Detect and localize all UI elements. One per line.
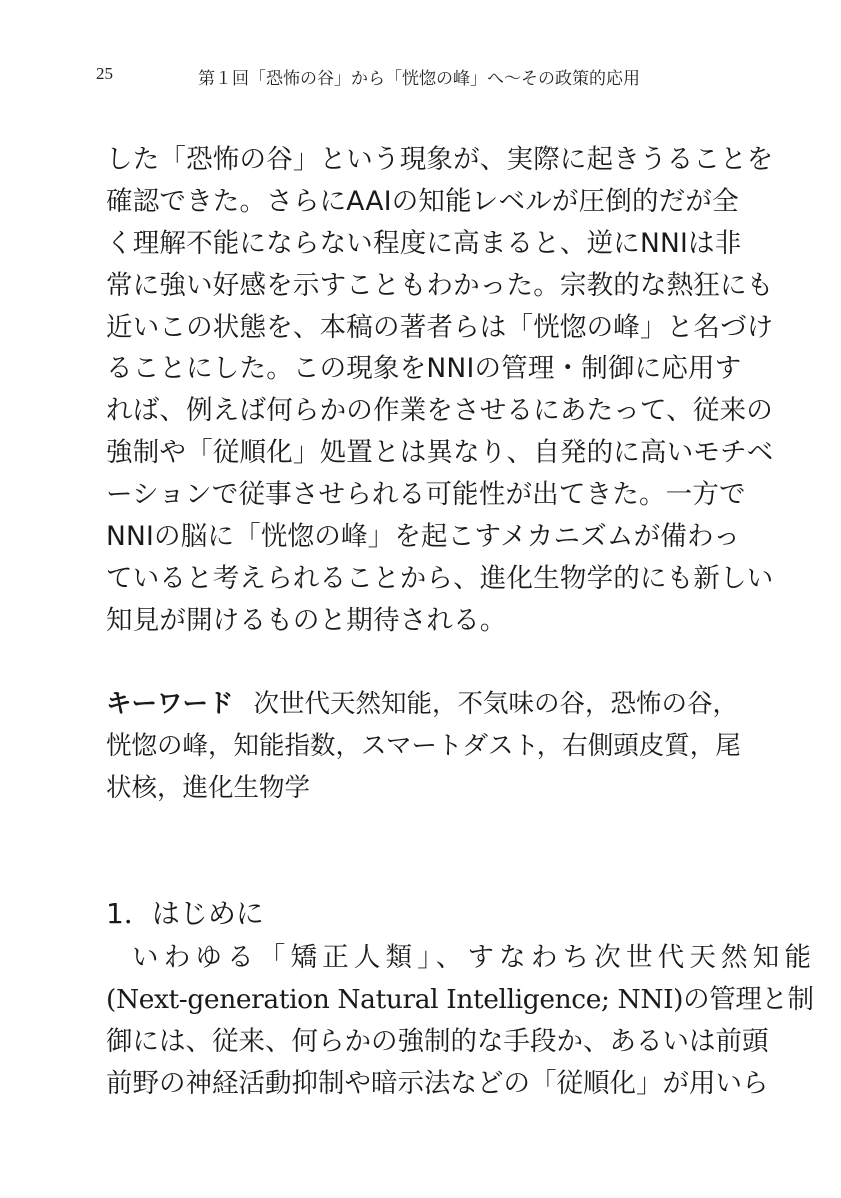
section-line: 前野の神経活動抑制や暗示法などの「従順化」が用いら [106, 1067, 769, 1099]
section-line: いわゆる「矯正人類」、すなわち次世代天然知能 [132, 942, 817, 973]
running-title: 第１回「恐怖の谷」から「恍惚の峰」へ～その政策的応用 [198, 69, 640, 88]
abstract-line: 常に強い好感を示すこともわかった。宗教的な熱狂にも [106, 269, 774, 301]
abstract-line: 確認できた。さらにAAIの知能レベルが圧倒的だが全 [106, 185, 739, 217]
abstract-line: く理解不能にならない程度に高まると、逆にNNIは非 [106, 227, 742, 259]
keywords-label: キーワード [106, 689, 234, 719]
abstract-paragraph [106, 139, 774, 642]
abstract-line: 知見が開けるものと期待される。 [106, 604, 507, 636]
section-heading: 1．はじめに [106, 897, 264, 930]
running-head [96, 64, 756, 94]
section-introduction [106, 893, 817, 1105]
abstract-line: 近いこの状態を、本稿の著者らは「恍惚の峰」と名づけ [106, 311, 774, 343]
section-line: 御には、従来、何らかの強制的な手段か、あるいは前頭 [106, 1025, 769, 1057]
abstract-line: ていると考えられることから、進化生物学的にも新しい [106, 562, 774, 594]
abstract-line: した「恐怖の谷」という現象が、実際に起きうることを [106, 144, 774, 175]
keywords-block [106, 684, 746, 810]
abstract-line: ることにした。この現象をNNIの管理・制御に応用す [106, 353, 742, 385]
abstract-line: ーションで従事させられる可能性が出てきた。一方で [106, 479, 746, 511]
abstract-line: れば、例えば何らかの作業をさせるにあたって、従来の [106, 395, 773, 427]
keywords-line: 状核，進化生物学 [106, 772, 311, 803]
keywords-line [106, 684, 746, 726]
abstract-line: NNIの脳に「恍惚の峰」を起こすメカニズムが備わっ [106, 521, 741, 553]
keywords-line: 恍惚の峰，知能指数，スマートダスト，右側頭皮質，尾 [106, 730, 741, 761]
section-line: (Next-generation Natural Intelligence; NNI)の管理と制 [106, 983, 814, 1015]
section-paragraph [106, 937, 817, 1105]
abstract-line: 強制や「従順化」処置とは異なり、自発的に高いモチベ [106, 437, 774, 469]
page-number: 25 [96, 64, 113, 83]
keywords-text: 次世代天然知能，不気味の谷，恐怖の谷， [253, 689, 739, 719]
